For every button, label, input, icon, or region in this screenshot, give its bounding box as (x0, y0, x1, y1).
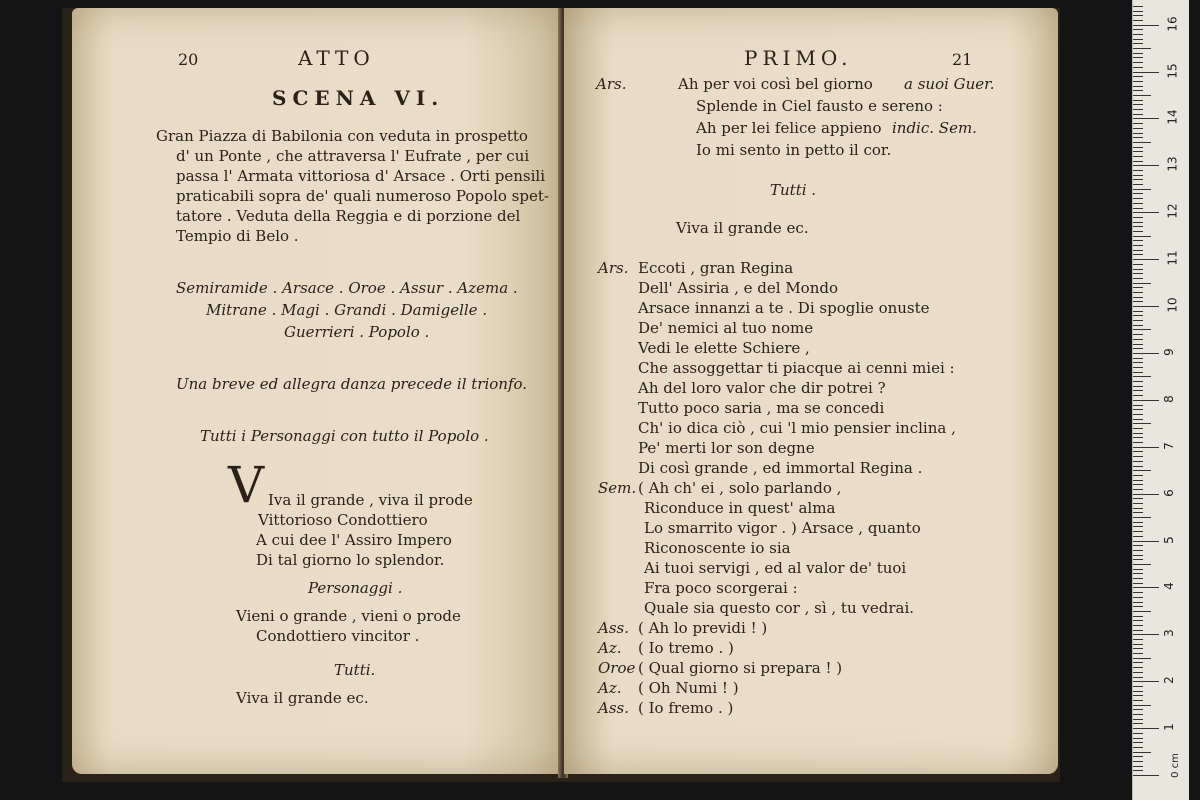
ruler-tick (1133, 475, 1143, 476)
ruler-tick (1133, 630, 1143, 631)
aside-line: ( Oh Numi ! ) (638, 679, 739, 697)
ruler-tick (1133, 517, 1151, 518)
verse-line: Di così grande , ed immortal Regina . (638, 459, 923, 477)
ruler-tick (1133, 550, 1143, 551)
ruler-tick (1133, 72, 1159, 73)
verse-line: Splende in Ciel fausto e sereno : (696, 97, 943, 115)
ruler-tick (1133, 189, 1151, 190)
verse-line: Riconoscente io sia (644, 539, 791, 557)
ruler-number: 9 (1161, 348, 1176, 356)
verse-line: Ch' io dica ciò , cui 'l mio pensier inclina , (638, 419, 956, 437)
ruler-tick (1133, 53, 1143, 54)
ruler-tick (1133, 494, 1159, 495)
stage-direction: Una breve ed allegra danza precede il trionfo. (176, 375, 528, 393)
ruler-number: 10 (1165, 297, 1180, 313)
ruler-tick (1133, 133, 1143, 134)
speaker-label: Tutti. (334, 661, 376, 679)
ruler-tick (1133, 386, 1143, 387)
ruler-tick (1133, 67, 1143, 68)
ruler-tick (1133, 20, 1143, 21)
ruler-tick (1133, 442, 1143, 443)
verse-line: Riconduce in quest' alma (644, 499, 836, 517)
left-page (72, 8, 562, 774)
speaker-label: Az. (598, 639, 622, 657)
ruler-tick (1133, 161, 1143, 162)
chorus-line: Di tal giorno lo splendor. (256, 551, 445, 569)
ruler-tick (1133, 592, 1143, 593)
ruler-tick (1133, 606, 1143, 607)
ruler-tick (1133, 156, 1143, 157)
speaker-label: Sem. (598, 479, 637, 497)
chorus-line: Iva il grande , viva il prode (268, 491, 473, 509)
ruler-tick (1133, 118, 1159, 119)
verse-line: Dell' Assiria , e del Mondo (638, 279, 839, 297)
ruler-tick (1133, 419, 1143, 420)
ruler-tick (1133, 662, 1143, 663)
ruler-tick (1133, 761, 1143, 762)
ruler-tick (1133, 541, 1159, 542)
ruler-tick (1133, 362, 1143, 363)
ruler-tick (1133, 128, 1143, 129)
speaker-label: Tutti . (770, 181, 817, 199)
right-page (564, 8, 1058, 774)
ruler-tick (1133, 564, 1151, 565)
ruler-number: 6 (1161, 488, 1176, 497)
ruler-tick (1133, 602, 1143, 603)
ruler-tick (1133, 461, 1143, 462)
ruler-tick (1133, 625, 1143, 626)
ruler-tick (1133, 90, 1143, 91)
ruler-tick (1133, 447, 1159, 448)
ruler-tick (1133, 301, 1143, 302)
ruler-tick (1133, 208, 1143, 209)
ruler-number: 2 (1161, 676, 1176, 685)
ruler-tick (1133, 15, 1143, 16)
ruler-tick (1133, 315, 1143, 316)
page-number-right: 21 (952, 50, 973, 69)
verse-line: Ah per lei felice appieno (696, 119, 882, 137)
verse-line: Lo smarrito vigor . ) Arsace , quanto (644, 519, 921, 537)
ruler-tick (1133, 639, 1143, 640)
stage-direction: indic. Sem. (892, 119, 977, 137)
ruler-tick (1133, 306, 1159, 307)
tutti-line: Viva il grande ec. (676, 219, 809, 237)
speaker-label: Oroe (598, 659, 636, 677)
verse-line: Arsace innanzi a te . Di spoglie onuste (638, 299, 930, 317)
ruler-tick (1133, 222, 1143, 223)
ruler-tick (1133, 545, 1143, 546)
ruler-tick (1133, 104, 1143, 105)
ruler-tick (1133, 29, 1143, 30)
ruler-tick (1133, 569, 1143, 570)
ruler-tick (1133, 470, 1151, 471)
ruler-tick (1133, 400, 1159, 401)
ruler-tick (1133, 738, 1143, 739)
ruler-tick (1133, 681, 1159, 682)
measuring-ruler (1132, 0, 1189, 800)
ruler-tick (1133, 325, 1143, 326)
ruler-tick (1133, 742, 1143, 743)
ruler-tick (1133, 109, 1143, 110)
verse-line: Eccoti , gran Regina (638, 259, 794, 277)
ruler-tick (1133, 283, 1151, 284)
chorus-line: Vittorioso Condottiero (258, 511, 428, 529)
ruler-tick (1133, 179, 1143, 180)
characters-line: Semiramide . Arsace . Oroe . Assur . Azema . (176, 279, 518, 297)
ruler-tick (1133, 264, 1143, 265)
ruler-tick (1133, 770, 1143, 771)
aside-line: ( Io tremo . ) (638, 639, 734, 657)
ruler-number: 13 (1165, 156, 1180, 172)
ruler-tick (1133, 653, 1143, 654)
ruler-tick (1133, 231, 1143, 232)
ruler-tick (1133, 339, 1143, 340)
stage-direction: Tutti i Personaggi con tutto il Popolo . (200, 427, 489, 445)
ruler-tick (1133, 344, 1143, 345)
stage-direction: a suoi Guer. (904, 75, 995, 93)
ruler-tick (1133, 526, 1143, 527)
ruler-tick (1133, 484, 1143, 485)
speaker-label: Personaggi . (308, 579, 403, 597)
verse-line: Vedi le elette Schiere , (638, 339, 810, 357)
ruler-number: 11 (1165, 250, 1180, 266)
ruler-tick (1133, 409, 1143, 410)
ruler-tick (1133, 297, 1143, 298)
chorus-line: A cui dee l' Assiro Impero (256, 531, 452, 549)
ruler-tick (1133, 559, 1143, 560)
ruler-tick (1133, 752, 1151, 753)
ruler-tick (1133, 677, 1143, 678)
verse-line: ( Ah ch' ei , solo parlando , (638, 479, 842, 497)
ruler-tick (1133, 508, 1143, 509)
ruler-tick (1133, 175, 1143, 176)
ruler-tick (1133, 353, 1159, 354)
ruler-tick (1133, 269, 1143, 270)
ruler-tick (1133, 456, 1143, 457)
ruler-tick (1133, 100, 1143, 101)
ruler-tick (1133, 733, 1143, 734)
ruler-tick (1133, 451, 1143, 452)
ruler-tick (1133, 691, 1143, 692)
ruler-tick (1133, 151, 1143, 152)
ruler-tick (1133, 512, 1143, 513)
aside-line: ( Io fremo . ) (638, 699, 734, 717)
aside-line: ( Qual giorno si prepara ! ) (638, 659, 843, 677)
ruler-tick (1133, 329, 1151, 330)
ruler-tick (1133, 287, 1143, 288)
ruler-tick (1133, 193, 1143, 194)
ruler-tick (1133, 719, 1143, 720)
ruler-number: 4 (1161, 582, 1176, 591)
ruler-number: 15 (1165, 62, 1180, 79)
ruler-tick (1133, 405, 1143, 406)
ruler-tick (1133, 376, 1151, 377)
ruler-tick (1133, 616, 1143, 617)
verse-line: Ai tuoi servigi , ed al valor de' tuoi (644, 559, 907, 577)
ruler-tick (1133, 142, 1151, 143)
ruler-tick (1133, 498, 1143, 499)
ruler-number: 7 (1161, 441, 1176, 450)
ruler-number: 3 (1161, 629, 1176, 638)
speaker-label: Ars. (598, 259, 629, 277)
verse-line: De' nemici al tuo nome (638, 319, 814, 337)
ruler-tick (1133, 597, 1143, 598)
ruler-tick (1133, 76, 1143, 77)
ruler-tick (1133, 39, 1143, 40)
ruler-tick (1133, 114, 1143, 115)
drop-cap: V (228, 456, 265, 514)
open-book (62, 8, 1060, 782)
ruler-tick (1133, 714, 1143, 715)
ruler-tick (1133, 587, 1159, 588)
speaker-label: Ass. (598, 699, 629, 717)
verse-line: Ah del loro valor che dir potrei ? (638, 379, 886, 397)
ruler-tick (1133, 414, 1143, 415)
ruler-tick (1133, 123, 1143, 124)
ruler-tick (1133, 6, 1143, 7)
ruler-tick (1133, 658, 1151, 659)
ruler-tick (1133, 165, 1159, 166)
setting-line: Tempio di Belo . (176, 227, 299, 245)
ruler-number: 12 (1165, 203, 1180, 219)
ruler-tick (1133, 217, 1143, 218)
ruler-tick (1133, 11, 1143, 12)
ruler-tick (1133, 583, 1143, 584)
ruler-tick (1133, 775, 1159, 776)
ruler-tick (1133, 437, 1143, 438)
ruler-tick (1133, 709, 1143, 710)
ruler-tick (1133, 644, 1143, 645)
ruler-tick (1133, 395, 1143, 396)
verse-line: Fra poco scorgerai : (644, 579, 798, 597)
ruler-tick (1133, 86, 1143, 87)
characters-line: Guerrieri . Popolo . (284, 323, 430, 341)
verse-line: Quale sia questo cor , sì , tu vedrai. (644, 599, 915, 617)
verse-line: Io mi sento in petto il cor. (696, 141, 892, 159)
ruler-tick (1133, 240, 1143, 241)
setting-line: passa l' Armata vittoriosa d' Arsace . Orti pensili (176, 167, 546, 185)
ruler-tick (1133, 25, 1159, 26)
ruler-tick (1133, 489, 1143, 490)
verse-line: Che assoggettar ti piacque ai cenni miei : (638, 359, 955, 377)
ruler-tick (1133, 620, 1143, 621)
ruler-tick (1133, 611, 1151, 612)
ruler-tick (1133, 536, 1143, 537)
ruler-tick (1133, 503, 1143, 504)
ruler-tick (1133, 236, 1151, 237)
ruler-tick (1133, 634, 1159, 635)
ruler-tick (1133, 34, 1143, 35)
speaker-label: Ars. (596, 75, 627, 93)
ruler-tick (1133, 137, 1143, 138)
ruler-tick (1133, 170, 1143, 171)
ruler-tick (1133, 381, 1143, 382)
ruler-tick (1133, 480, 1143, 481)
ruler-tick (1133, 466, 1143, 467)
ruler-tick (1133, 367, 1143, 368)
ruler-tick (1133, 428, 1143, 429)
ruler-tick (1133, 695, 1143, 696)
speaker-label: Az. (598, 679, 622, 697)
ruler-tick (1133, 390, 1143, 391)
setting-line: praticabili sopra de' quali numeroso Popolo spet- (176, 187, 549, 205)
ruler-tick (1133, 573, 1143, 574)
characters-line: Mitrane . Magi . Grandi . Damigelle . (206, 301, 488, 319)
ruler-tick (1133, 259, 1159, 260)
ruler-tick (1133, 728, 1159, 729)
scene-title: SCENA VI. (272, 86, 445, 110)
ruler-tick (1133, 723, 1143, 724)
ruler-tick (1133, 433, 1143, 434)
ruler-tick (1133, 320, 1143, 321)
ruler-tick (1133, 747, 1143, 748)
ruler-tick (1133, 226, 1143, 227)
ruler-tick (1133, 254, 1143, 255)
ruler-tick (1133, 766, 1143, 767)
ruler-tick (1133, 245, 1143, 246)
ruler-tick (1133, 273, 1143, 274)
verse-line: Tutto poco saria , ma se concedi (638, 399, 885, 417)
ruler-tick (1133, 672, 1143, 673)
ruler-tick (1133, 311, 1143, 312)
ruler-tick (1133, 81, 1143, 82)
ruler-tick (1133, 334, 1143, 335)
running-head-right: PRIMO. (744, 46, 853, 70)
ruler-tick (1133, 184, 1143, 185)
ruler-tick (1133, 278, 1143, 279)
ruler-number: 1 (1161, 723, 1176, 731)
ruler-number: 14 (1165, 109, 1180, 126)
aside-line: ( Ah lo previdi ! ) (638, 619, 768, 637)
ruler-tick (1133, 555, 1143, 556)
ruler-tick (1133, 522, 1143, 523)
ruler-tick (1133, 686, 1143, 687)
ruler-tick (1133, 700, 1143, 701)
tutti-line: Viva il grande ec. (236, 689, 369, 707)
ruler-tick (1133, 756, 1143, 757)
ruler-tick (1133, 198, 1143, 199)
setting-line: Gran Piazza di Babilonia con veduta in prospetto (156, 127, 528, 145)
ruler-number: 16 (1165, 15, 1180, 32)
ruler-number: 8 (1161, 394, 1176, 403)
ruler-tick (1133, 358, 1143, 359)
ruler-tick (1133, 372, 1143, 373)
ruler-tick (1133, 667, 1143, 668)
ruler-number: 5 (1161, 535, 1176, 544)
ruler-tick (1133, 48, 1151, 49)
ruler-tick (1133, 348, 1143, 349)
verse-line: Ah per voi così bel giorno (678, 75, 873, 93)
ruler-tick (1133, 250, 1143, 251)
page-number-left: 20 (178, 50, 199, 69)
ruler-tick (1133, 203, 1143, 204)
setting-line: d' un Ponte , che attraversa l' Eufrate , per cui (176, 147, 530, 165)
ruler-tick (1133, 62, 1143, 63)
ruler-tick (1133, 648, 1143, 649)
ruler-tick (1133, 705, 1151, 706)
verse-line: Pe' merti lor son degne (638, 439, 815, 457)
ruler-tick (1133, 95, 1151, 96)
ruler-tick (1133, 292, 1143, 293)
ruler-tick (1133, 531, 1143, 532)
personaggi-line: Condottiero vincitor . (256, 627, 420, 645)
running-head-left: ATTO (298, 46, 375, 70)
ruler-tick (1133, 57, 1143, 58)
ruler-tick (1133, 147, 1143, 148)
setting-line: tatore . Veduta della Reggia e di porzione del (176, 207, 521, 225)
ruler-tick (1133, 423, 1151, 424)
ruler-tick (1133, 212, 1159, 213)
ruler-tick (1133, 43, 1143, 44)
personaggi-line: Vieni o grande , vieni o prode (236, 607, 461, 625)
ruler-tick (1133, 578, 1143, 579)
speaker-label: Ass. (598, 619, 629, 637)
ruler-unit-label: 0 cm (1169, 753, 1181, 778)
